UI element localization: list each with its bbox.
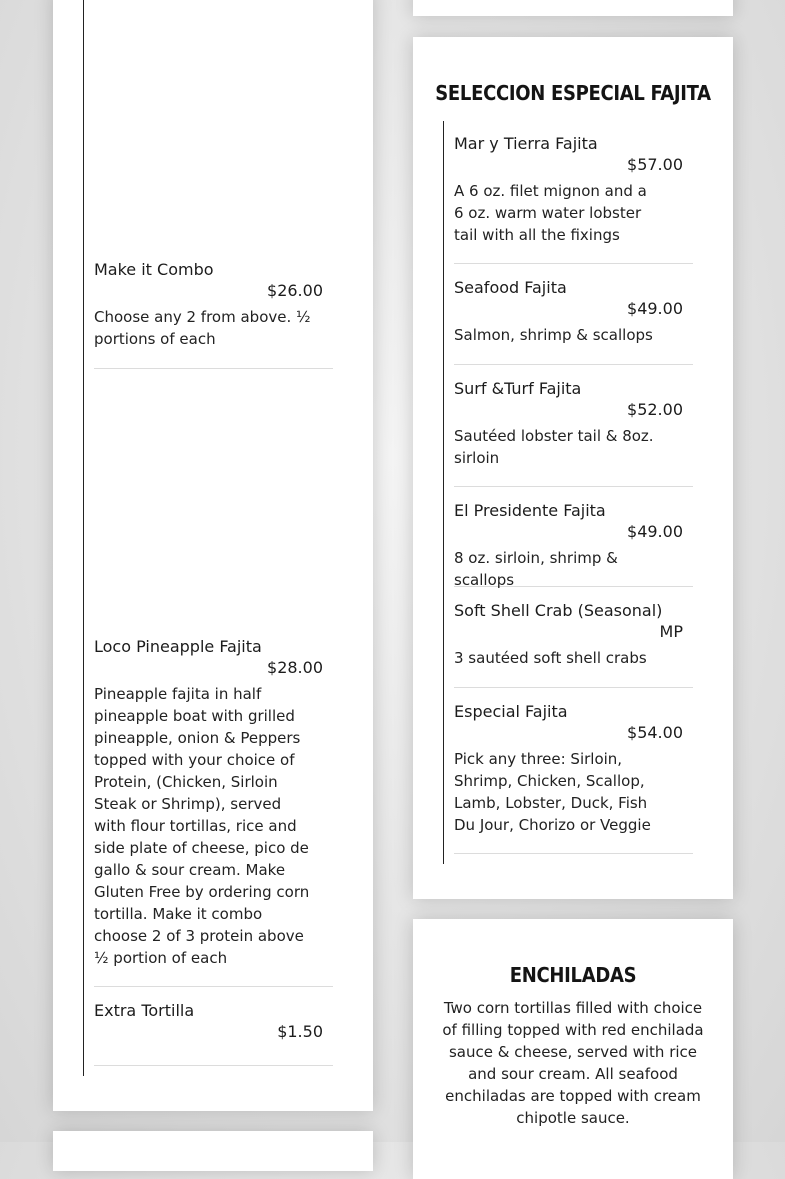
- item-name: Seafood Fajita: [454, 278, 567, 297]
- item-description: Pineapple fajita in half pineapple boat with grilled pineapple, onion & Peppers topped with your choice of Protein, (Chicken, Sirloin Steak or Shrimp), served with flour tortillas, rice and side plate of cheese, pico de gallo & sour cream. Make Gluten Free by ordering corn tortilla. Make it combo choose 2 of 3 protein above ½ portion of each: [94, 685, 310, 967]
- item-price: $54.00: [627, 723, 683, 742]
- section-title: ENCHILADAS: [509, 963, 637, 987]
- item-description: Sautéed lobster tail & 8oz. sirloin: [454, 427, 654, 467]
- item-name: Loco Pineapple Fajita: [94, 637, 262, 656]
- item-name: Make it Combo: [94, 260, 214, 279]
- right-divider-line: [443, 121, 444, 864]
- item-price: $28.00: [267, 658, 323, 677]
- item-description: Pick any three: Sirloin, Shrimp, Chicken, Scallop, Lamb, Lobster, Duck, Fish Du Jour, Chorizo or Veggie: [454, 750, 651, 834]
- fajita-section-card: [413, 37, 733, 899]
- item-name: Extra Tortilla: [94, 1001, 195, 1020]
- section-description: Two corn tortillas filled with choice of filling topped with red enchilada sauce & cheese, served with rice and sour cream. All seafood enchiladas are topped with cream chipotle sauce.: [442, 999, 704, 1127]
- item-price: $52.00: [627, 400, 683, 419]
- previous-card-stub: [413, 0, 733, 16]
- item-price: $49.00: [627, 299, 683, 318]
- item-price: $26.00: [267, 281, 323, 300]
- item-name: Especial Fajita: [454, 702, 568, 721]
- left-menu-card: [53, 0, 373, 1111]
- menu-item: [454, 501, 693, 587]
- item-description: 8 oz. sirloin, shrimp & scallops: [454, 549, 618, 589]
- menu-item: [454, 601, 693, 688]
- item-price: $57.00: [627, 155, 683, 174]
- next-card-stub: [53, 1131, 373, 1171]
- left-divider-line: [83, 0, 84, 1076]
- item-description: Salmon, shrimp & scallops: [454, 326, 653, 344]
- item-name: El Presidente Fajita: [454, 501, 606, 520]
- item-price: $1.50: [277, 1022, 323, 1041]
- menu-item: [454, 702, 693, 854]
- item-name: Mar y Tierra Fajita: [454, 134, 598, 153]
- menu-item: [94, 260, 333, 369]
- menu-item: [454, 278, 693, 365]
- item-name: Soft Shell Crab (Seasonal): [454, 601, 663, 620]
- item-price: MP: [659, 622, 683, 641]
- item-description: 3 sautéed soft shell crabs: [454, 649, 647, 667]
- menu-item: [454, 134, 693, 264]
- item-name: Surf &Turf Fajita: [454, 379, 582, 398]
- menu-item: [454, 379, 693, 487]
- section-title: SELECCION ESPECIAL FAJITA: [435, 81, 711, 105]
- item-description: A 6 oz. filet mignon and a 6 oz. warm water lobster tail with all the fixings: [454, 182, 647, 244]
- enchiladas-section-card: [413, 919, 733, 1179]
- menu-item: [94, 637, 333, 987]
- item-description: Choose any 2 from above. ½ portions of each: [94, 308, 311, 348]
- menu-item: [94, 1001, 333, 1066]
- item-price: $49.00: [627, 522, 683, 541]
